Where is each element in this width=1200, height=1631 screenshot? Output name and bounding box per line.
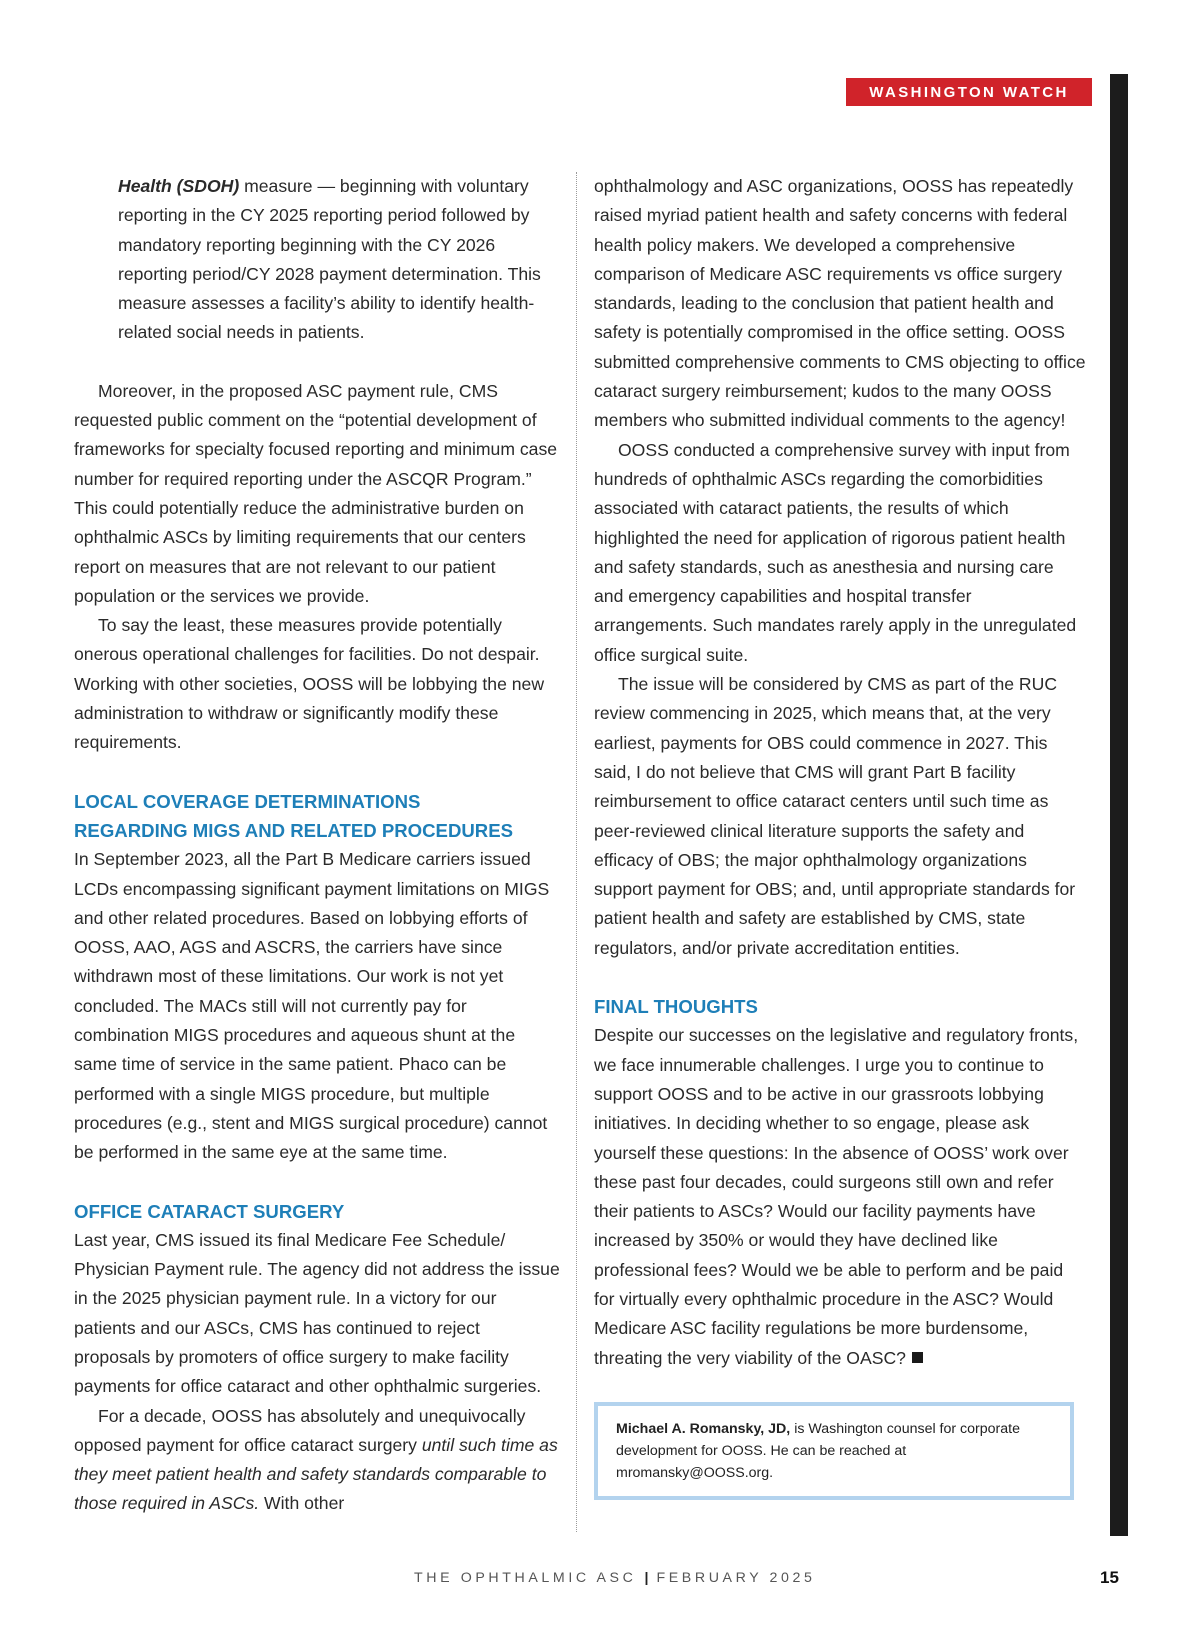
paragraph-ruc-review: The issue will be considered by CMS as part of the RUC review commencing in 2025, which means that, at the very earliest, payments for OBS could commence in 2027. This said, I do not believe that CMS will grant Part B facility reimbursement to office cataract centers until such time as peer-reviewed clinical literature supports the safety and efficacy of OBS; the major ophthalmology organizations support payment for OBS; and, until appropriate standards for patient health and safety are established by CMS, state regulators, and/or private accreditation entities. bbox=[594, 674, 1076, 958]
end-mark-icon bbox=[912, 1352, 923, 1363]
bullet-continuation bbox=[74, 172, 560, 348]
p5-end: With other bbox=[259, 1493, 345, 1514]
page-number: 15 bbox=[1100, 1568, 1119, 1587]
left-column bbox=[74, 172, 560, 1519]
decorative-side-bar bbox=[1110, 74, 1128, 1536]
heading-lcd-line1: LOCAL COVERAGE DETERMINATIONS bbox=[74, 790, 421, 812]
author-bio-text: is Washington counsel for corporate development for OOSS. He can be reached at mromansky@OOSS.org. bbox=[616, 1420, 1020, 1481]
footer-issue: FEBRUARY 2025 bbox=[656, 1570, 816, 1586]
heading-lcd-line2: REGARDING MIGS AND RELATED PROCEDURES bbox=[74, 819, 514, 841]
paragraph-operational-challenges: To say the least, these measures provide potentially onerous operational challenges for facilities. Do not despair. Working with other societies, OOSS will be lobbying the new administration to withdraw or significantly modify these requirements. bbox=[74, 615, 545, 753]
column-divider bbox=[576, 172, 577, 1532]
paragraph-survey: OOSS conducted a comprehensive survey with input from hundreds of ophthalmic ASCs regarding the comorbidities associated with cataract patients, the results of which highlighted the need for application of rigorous patient health and safety standards, such as anesthesia and nursing care and emergency capabilities and hospital transfer arrangements. Such mandates rarely apply in the unregulated office surgical suite. bbox=[594, 439, 1077, 665]
footer-separator: | bbox=[644, 1570, 649, 1586]
heading-office-cataract: OFFICE CATARACT SURGERY bbox=[74, 1200, 345, 1222]
footer-publication: THE OPHTHALMIC ASC bbox=[414, 1570, 637, 1586]
p5-italic: until such time as they meet patient health and safety standards comparable to those required in ASCs. bbox=[74, 1434, 558, 1514]
right-column bbox=[594, 172, 1086, 1500]
paragraph-final-thoughts bbox=[594, 1021, 1086, 1373]
p5-start: For a decade, OOSS has absolutely and unequivocally opposed payment for office cataract surgery bbox=[74, 1405, 526, 1455]
paragraph-decade-opposition bbox=[74, 1402, 560, 1519]
heading-final-thoughts: FINAL THOUGHTS bbox=[594, 996, 758, 1018]
final-text: Despite our successes on the legislative and regulatory fronts, we face innumerable challenges. I urge you to continue to support OOSS and to be active in our grassroots lobbying initiatives. In deciding whether to so engage, please ask yourself these questions: In the absence of OOSS’ work over these past four decades, could surgeons still own and refer their patients to ASCs? Would our facility payments have increased by 350% or would they have declined like professional fees? Would we be able to perform and be paid for virtually every ophthalmic procedure in the ASC? Would Medicare ASC facility regulations be more burdensome, threating the very viability of the OASC? bbox=[594, 1025, 1079, 1368]
paragraph-lcd-migs: In September 2023, all the Part B Medicare carriers issued LCDs encompassing significant payment limitations on MIGS and other related procedures. Based on lobbying efforts of OOSS, AAO, AGS and ASCRS, the carriers have since withdrawn most of these limitations. Our work is not yet concluded. The MACs still will not currently pay for combination MIGS procedures and aqueous shunt at the same time of service in the same patient. Phaco can be performed with a single MIGS procedure, but multiple procedures (e.g., stent and MIGS surgical procedure) cannot be performed in the same eye at the same time. bbox=[74, 849, 550, 1163]
section-tag: WASHINGTON WATCH bbox=[846, 78, 1092, 106]
author-bio-box bbox=[594, 1402, 1074, 1500]
sdoh-term: Health (SDOH) bbox=[118, 176, 240, 196]
paragraph-fee-schedule: Last year, CMS issued its final Medicare Fee Schedule/ Physician Payment rule. The agency did not address the issue in the 2025 physician payment rule. In a victory for our patients and our ASCs, CMS has continued to reject proposals by promoters of office surgery to make facility payments for office cataract and other ophthalmic surgeries. bbox=[74, 1229, 560, 1397]
paragraph-asc-payment-rule: Moreover, in the proposed ASC payment rule, CMS requested public comment on the “potential development of frameworks for specialty focused reporting and minimum case number for required reporting under the ASCQR Program.” This could potentially reduce the administrative burden on ophthalmic ASCs by limiting requirements that our centers report on measures that are not relevant to our patient population or the services we provide. bbox=[74, 380, 558, 606]
bullet-text: measure — beginning with voluntary reporting in the CY 2025 reporting period followed by mandatory reporting beginning with the CY 2026 reporting period/CY 2028 payment determination. This measure assesses a facility’s ability to identify health-related social needs in patients. bbox=[118, 176, 541, 343]
footer-publication-line bbox=[414, 1570, 816, 1586]
paragraph-health-safety-concerns: ophthalmology and ASC organizations, OOSS has repeatedly raised myriad patient health and safety concerns with federal health policy makers. We developed a comprehensive comparison of Medicare ASC requirements vs office surgery standards, leading to the conclusion that patient health and safety is potentially compromised in the office setting. OOSS submitted comprehensive comments to CMS objecting to office cataract surgery reimbursement; kudos to the many OOSS members who submitted individual comments to the agency! bbox=[594, 176, 1086, 431]
page-footer bbox=[0, 1570, 1200, 1594]
author-name: Michael A. Romansky, JD, bbox=[616, 1420, 791, 1437]
